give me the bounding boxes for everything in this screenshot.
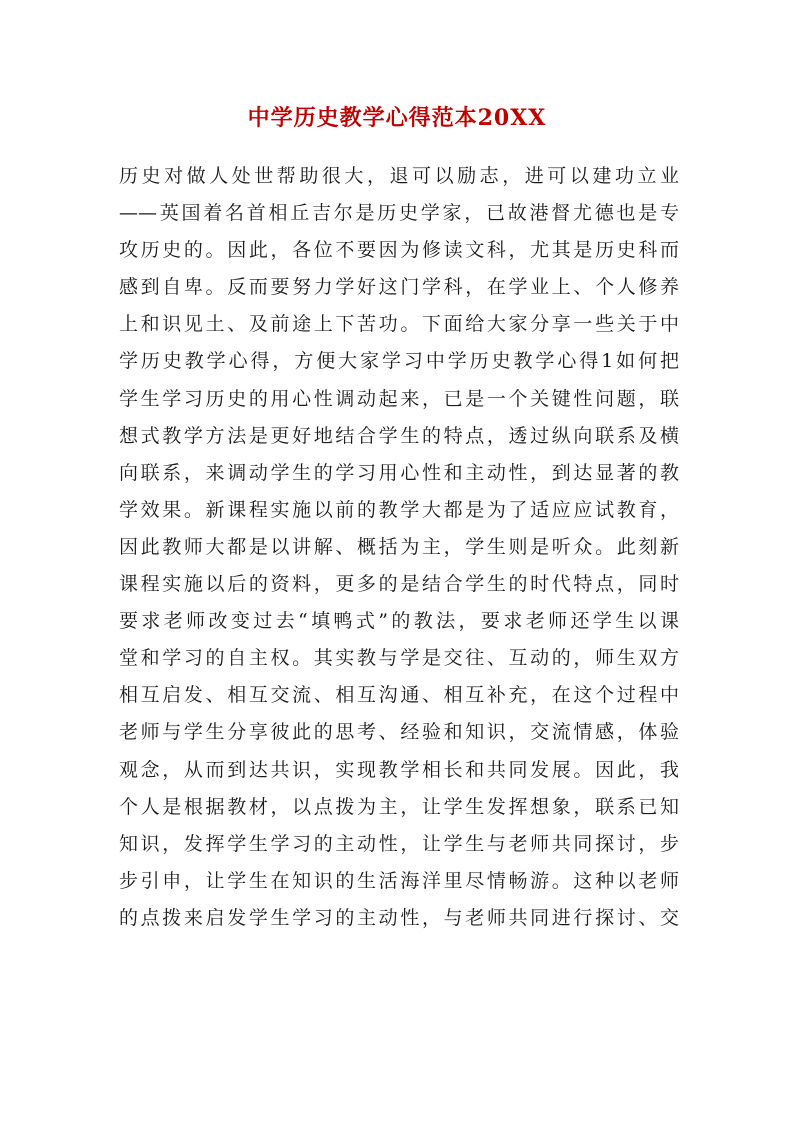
body-line: 历史对做人处世帮助很大，退可以励志，进可以建功立业 — [119, 165, 679, 187]
body-line: 学效果。新课程实施以前的教学大都是为了适应应试教育， — [119, 498, 679, 521]
body-line: 感到自卑。反而要努力学好这门学科，在学业上、个人修养 — [119, 276, 679, 299]
body-line: 相互启发、相互交流、相互沟通、相互补充，在这个过程中 — [119, 684, 679, 707]
body-line: 的点拨来启发学生学习的主动性，与老师共同进行探讨、交 — [119, 906, 679, 929]
body-line: 观念，从而到达共识，实现教学相长和共同发展。因此，我 — [119, 758, 679, 781]
body-line: 个人是根据教材，以点拨为主，让学生发挥想象，联系已知 — [119, 795, 679, 818]
body-line: 向联系，来调动学生的学习用心性和主动性，到达显著的教 — [119, 461, 679, 484]
body-line: ——英国着名首相丘吉尔是历史学家，已故港督尤德也是专 — [119, 202, 679, 225]
body-line: 学历史教学心得，方便大家学习中学历史教学心得1如何把 — [119, 350, 679, 373]
document-body — [119, 158, 679, 937]
body-line: 堂和学习的自主权。其实教与学是交往、互动的，师生双方 — [119, 647, 679, 670]
body-line: 学生学习历史的用心性调动起来，已是一个关键性问题，联 — [119, 387, 679, 410]
document-title: 中学历史教学心得范本20XX — [247, 105, 547, 131]
body-line: 因此教师大都是以讲解、概括为主，学生则是听众。此刻新 — [119, 535, 679, 558]
body-line: 课程实施以后的资料，更多的是结合学生的时代特点，同时 — [119, 573, 679, 596]
body-line: 要求老师改变过去“填鸭式”的教法，要求老师还学生以课 — [119, 610, 679, 633]
body-line: 老师与学生分享彼此的思考、经验和知识，交流情感，体验 — [119, 721, 679, 744]
body-line: 攻历史的。因此，各位不要因为修读文科，尤其是历史科而 — [119, 239, 679, 262]
body-line: 知识，发挥学生学习的主动性，让学生与老师共同探讨，步 — [119, 832, 679, 855]
body-line: 上和识见土、及前途上下苦功。下面给大家分享一些关于中 — [119, 313, 679, 336]
body-line: 想式教学方法是更好地结合学生的特点，透过纵向联系及横 — [119, 424, 679, 447]
body-line: 步引申，让学生在知识的生活海洋里尽情畅游。这种以老师 — [119, 869, 679, 892]
